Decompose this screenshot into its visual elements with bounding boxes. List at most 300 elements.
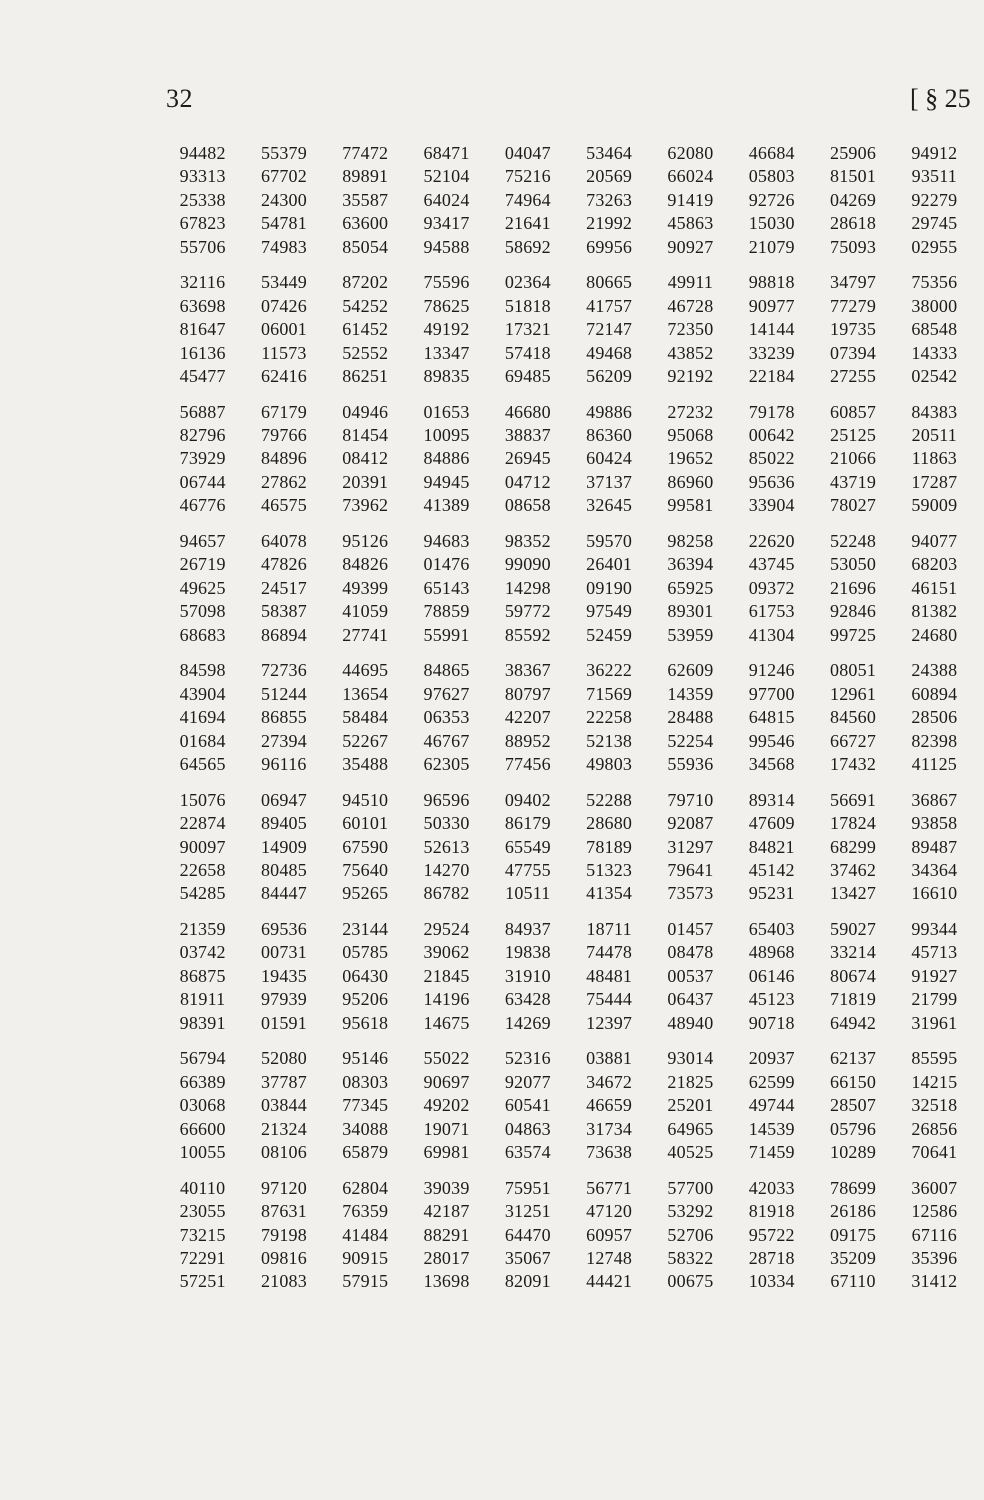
number-cell: 49202 xyxy=(423,1095,470,1116)
number-cell: 09175 xyxy=(830,1224,877,1245)
number-cell: 78027 xyxy=(830,495,877,516)
number-cell: 75596 xyxy=(423,272,470,293)
table-row xyxy=(162,1200,980,1223)
number-cell: 62609 xyxy=(667,660,714,681)
number-cell: 40525 xyxy=(667,1141,714,1162)
number-cell: 33904 xyxy=(748,495,795,516)
number-cell: 76359 xyxy=(342,1201,389,1222)
number-cell: 54252 xyxy=(342,295,389,316)
number-cell: 80485 xyxy=(260,859,307,880)
table-row xyxy=(162,706,980,729)
number-cell: 48968 xyxy=(748,942,795,963)
number-cell: 92087 xyxy=(667,813,714,834)
number-cell: 17432 xyxy=(830,753,877,774)
number-cell: 06353 xyxy=(423,707,470,728)
number-cell: 39062 xyxy=(423,942,470,963)
table-row xyxy=(162,812,980,835)
number-cell: 52267 xyxy=(342,730,389,751)
number-cell: 47826 xyxy=(260,554,307,575)
number-cell: 94482 xyxy=(179,143,226,163)
number-cell: 53449 xyxy=(260,272,307,293)
number-cell: 79766 xyxy=(260,425,307,446)
number-cell: 86875 xyxy=(179,965,226,986)
number-cell: 31412 xyxy=(911,1271,958,1292)
number-cell: 66024 xyxy=(667,166,714,187)
number-cell: 45142 xyxy=(748,859,795,880)
number-cell: 25125 xyxy=(830,425,877,446)
number-cell: 02542 xyxy=(911,365,958,386)
number-cell: 34364 xyxy=(911,859,958,880)
number-cell: 93014 xyxy=(667,1048,714,1069)
number-cell: 84560 xyxy=(830,707,877,728)
number-cell: 10334 xyxy=(748,1271,795,1292)
number-cell: 88291 xyxy=(423,1224,470,1245)
number-cell: 57098 xyxy=(179,601,226,622)
number-cell: 86782 xyxy=(423,883,470,904)
number-cell: 86855 xyxy=(260,707,307,728)
number-cell: 24517 xyxy=(260,577,307,598)
number-cell: 45713 xyxy=(911,942,958,963)
number-cell: 57915 xyxy=(342,1271,389,1292)
number-cell: 48481 xyxy=(586,965,633,986)
table-row xyxy=(162,530,980,553)
number-cell: 06430 xyxy=(342,965,389,986)
number-cell: 24680 xyxy=(911,624,958,645)
number-cell: 50330 xyxy=(423,813,470,834)
number-cell: 58692 xyxy=(504,236,551,257)
table-row xyxy=(162,365,980,388)
table-row xyxy=(162,789,980,812)
number-cell: 40110 xyxy=(179,1177,226,1198)
number-cell: 53050 xyxy=(830,554,877,575)
number-cell: 86179 xyxy=(504,813,551,834)
table-row xyxy=(162,212,980,235)
number-cell: 93417 xyxy=(423,213,470,234)
number-cell: 94683 xyxy=(423,531,470,552)
number-cell: 14333 xyxy=(911,342,958,363)
number-cell: 92846 xyxy=(830,601,877,622)
number-cell: 29745 xyxy=(911,213,958,234)
table-row xyxy=(162,1224,980,1247)
number-cell: 47609 xyxy=(748,813,795,834)
number-cell: 06146 xyxy=(748,965,795,986)
number-cell: 53959 xyxy=(667,624,714,645)
number-cell: 20937 xyxy=(748,1048,795,1069)
number-cell: 95146 xyxy=(342,1048,389,1069)
number-cell: 63698 xyxy=(179,295,226,316)
number-cell: 53292 xyxy=(667,1201,714,1222)
number-cell: 62080 xyxy=(667,143,714,163)
number-cell: 32645 xyxy=(586,495,633,516)
number-cell: 92279 xyxy=(911,189,958,210)
number-cell: 46767 xyxy=(423,730,470,751)
number-cell: 56887 xyxy=(179,401,226,422)
number-cell: 60894 xyxy=(911,683,958,704)
number-cell: 44695 xyxy=(342,660,389,681)
number-cell: 11863 xyxy=(911,448,957,469)
number-cell: 80797 xyxy=(504,683,551,704)
number-cell: 24388 xyxy=(911,660,958,681)
number-cell: 29524 xyxy=(423,919,470,940)
number-cell: 57418 xyxy=(504,342,551,363)
number-cell: 84598 xyxy=(179,660,226,681)
number-cell: 89301 xyxy=(667,601,714,622)
number-cell: 10511 xyxy=(505,883,551,904)
number-block xyxy=(162,142,980,259)
number-cell: 41389 xyxy=(423,495,470,516)
number-cell: 62137 xyxy=(830,1048,877,1069)
number-cell: 82091 xyxy=(504,1271,551,1292)
number-cell: 34672 xyxy=(586,1071,633,1092)
number-cell: 49399 xyxy=(342,577,389,598)
number-cell: 52080 xyxy=(260,1048,307,1069)
number-cell: 97700 xyxy=(748,683,795,704)
table-row xyxy=(162,730,980,753)
table-row xyxy=(162,1047,980,1070)
number-cell: 44421 xyxy=(586,1271,633,1292)
number-cell: 99344 xyxy=(911,919,958,940)
number-cell: 73638 xyxy=(586,1141,633,1162)
number-cell: 27741 xyxy=(342,624,389,645)
number-cell: 92077 xyxy=(504,1071,551,1092)
number-cell: 21845 xyxy=(423,965,470,986)
number-cell: 85592 xyxy=(504,624,551,645)
number-cell: 14675 xyxy=(423,1012,470,1033)
number-cell: 37462 xyxy=(830,859,877,880)
number-cell: 36222 xyxy=(586,660,633,681)
number-cell: 79198 xyxy=(260,1224,307,1245)
number-cell: 58322 xyxy=(667,1247,714,1268)
number-cell: 08303 xyxy=(342,1071,389,1092)
number-cell: 31251 xyxy=(504,1201,551,1222)
number-cell: 19735 xyxy=(830,319,877,340)
number-cell: 49744 xyxy=(748,1095,795,1116)
number-cell: 86894 xyxy=(260,624,307,645)
table-row xyxy=(162,553,980,576)
number-cell: 54285 xyxy=(179,883,226,904)
table-row xyxy=(162,424,980,447)
number-cell: 92726 xyxy=(748,189,795,210)
number-cell: 35396 xyxy=(911,1247,958,1268)
number-cell: 89835 xyxy=(423,365,470,386)
number-cell: 06744 xyxy=(179,471,226,492)
number-cell: 36867 xyxy=(911,789,958,810)
number-cell: 68548 xyxy=(911,319,958,340)
number-cell: 35587 xyxy=(342,189,389,210)
number-cell: 95722 xyxy=(748,1224,795,1245)
number-cell: 43745 xyxy=(748,554,795,575)
number-cell: 85595 xyxy=(911,1048,958,1069)
table-row xyxy=(162,659,980,682)
number-cell: 52706 xyxy=(667,1224,714,1245)
number-cell: 94588 xyxy=(423,236,470,257)
number-cell: 13698 xyxy=(423,1271,470,1292)
number-cell: 99725 xyxy=(830,624,877,645)
number-cell: 46728 xyxy=(667,295,714,316)
number-cell: 26856 xyxy=(911,1118,958,1139)
number-cell: 74983 xyxy=(260,236,307,257)
number-cell: 89314 xyxy=(748,789,795,810)
number-cell: 94912 xyxy=(911,143,958,163)
number-cell: 41304 xyxy=(748,624,795,645)
number-cell: 49886 xyxy=(586,401,633,422)
number-cell: 61452 xyxy=(342,319,389,340)
number-cell: 87202 xyxy=(342,272,389,293)
number-cell: 81501 xyxy=(830,166,877,187)
number-cell: 08478 xyxy=(667,942,714,963)
number-cell: 23055 xyxy=(179,1201,226,1222)
number-cell: 68683 xyxy=(179,624,226,645)
number-cell: 35067 xyxy=(504,1247,551,1268)
number-cell: 22184 xyxy=(748,365,795,386)
number-cell: 41125 xyxy=(911,753,957,774)
number-cell: 41694 xyxy=(179,707,226,728)
number-cell: 27394 xyxy=(260,730,307,751)
number-cell: 00642 xyxy=(748,425,795,446)
number-cell: 43904 xyxy=(179,683,226,704)
number-cell: 14270 xyxy=(423,859,470,880)
number-cell: 57700 xyxy=(667,1177,714,1198)
number-cell: 72147 xyxy=(586,319,633,340)
number-cell: 45477 xyxy=(179,365,226,386)
number-cell: 31297 xyxy=(667,836,714,857)
number-cell: 07394 xyxy=(830,342,877,363)
number-cell: 21799 xyxy=(911,989,958,1010)
number-cell: 41354 xyxy=(586,883,633,904)
number-cell: 51244 xyxy=(260,683,307,704)
number-cell: 90915 xyxy=(342,1247,389,1268)
table-row xyxy=(162,401,980,424)
number-cell: 28488 xyxy=(667,707,714,728)
number-cell: 59570 xyxy=(586,531,633,552)
number-cell: 95126 xyxy=(342,531,389,552)
number-cell: 28017 xyxy=(423,1247,470,1268)
number-cell: 28618 xyxy=(830,213,877,234)
number-cell: 73929 xyxy=(179,448,226,469)
table-row xyxy=(162,600,980,623)
number-cell: 35209 xyxy=(830,1247,877,1268)
section-reference: [ § 25 xyxy=(910,84,971,113)
number-cell: 89891 xyxy=(342,166,389,187)
number-cell: 92192 xyxy=(667,365,714,386)
number-cell: 55379 xyxy=(260,143,307,163)
number-cell: 00537 xyxy=(667,965,714,986)
number-cell: 73962 xyxy=(342,495,389,516)
number-cell: 68471 xyxy=(423,143,470,163)
number-cell: 71459 xyxy=(748,1141,795,1162)
table-row xyxy=(162,753,980,776)
number-cell: 33214 xyxy=(830,942,877,963)
number-cell: 45863 xyxy=(667,213,714,234)
number-cell: 65879 xyxy=(342,1141,389,1162)
number-block xyxy=(162,1047,980,1164)
number-cell: 46151 xyxy=(911,577,958,598)
number-cell: 22658 xyxy=(179,859,226,880)
number-cell: 21992 xyxy=(586,213,633,234)
number-cell: 65403 xyxy=(748,919,795,940)
number-cell: 21359 xyxy=(179,919,226,940)
number-cell: 33239 xyxy=(748,342,795,363)
number-cell: 84821 xyxy=(748,836,795,857)
number-cell: 49911 xyxy=(667,272,714,293)
number-cell: 28506 xyxy=(911,707,958,728)
table-row xyxy=(162,471,980,494)
number-cell: 67823 xyxy=(179,213,226,234)
number-cell: 73263 xyxy=(586,189,633,210)
number-cell: 52104 xyxy=(423,166,470,187)
number-cell: 96596 xyxy=(423,789,470,810)
number-cell: 51818 xyxy=(504,295,551,316)
number-cell: 11573 xyxy=(261,342,307,363)
number-cell: 97627 xyxy=(423,683,470,704)
number-cell: 32116 xyxy=(179,272,226,293)
number-cell: 28507 xyxy=(830,1095,877,1116)
table-row xyxy=(162,295,980,318)
number-cell: 21696 xyxy=(830,577,877,598)
number-cell: 69536 xyxy=(260,919,307,940)
number-block xyxy=(162,401,980,518)
number-cell: 46684 xyxy=(748,143,795,163)
number-cell: 31961 xyxy=(911,1012,958,1033)
number-cell: 52316 xyxy=(504,1048,551,1069)
number-cell: 98258 xyxy=(667,531,714,552)
number-cell: 14215 xyxy=(911,1071,958,1092)
number-cell: 81647 xyxy=(179,319,226,340)
number-block xyxy=(162,918,980,1035)
number-cell: 41484 xyxy=(342,1224,389,1245)
number-cell: 36007 xyxy=(911,1177,958,1198)
number-cell: 38367 xyxy=(504,660,551,681)
table-row xyxy=(162,494,980,517)
number-cell: 98352 xyxy=(504,531,551,552)
number-cell: 06947 xyxy=(260,789,307,810)
number-cell: 75951 xyxy=(504,1177,551,1198)
number-cell: 78625 xyxy=(423,295,470,316)
number-cell: 79178 xyxy=(748,401,795,422)
number-cell: 77345 xyxy=(342,1095,389,1116)
number-cell: 71819 xyxy=(830,989,877,1010)
number-cell: 21324 xyxy=(260,1118,307,1139)
number-cell: 23144 xyxy=(342,919,389,940)
number-cell: 99581 xyxy=(667,495,714,516)
number-cell: 69485 xyxy=(504,365,551,386)
number-cell: 81382 xyxy=(911,601,958,622)
number-cell: 14909 xyxy=(260,836,307,857)
number-cell: 15030 xyxy=(748,213,795,234)
number-cell: 13427 xyxy=(830,883,877,904)
number-cell: 69956 xyxy=(586,236,633,257)
number-cell: 65549 xyxy=(504,836,551,857)
number-cell: 75093 xyxy=(830,236,877,257)
number-cell: 25201 xyxy=(667,1095,714,1116)
table-row xyxy=(162,342,980,365)
number-cell: 10289 xyxy=(830,1141,877,1162)
number-cell: 52613 xyxy=(423,836,470,857)
number-block xyxy=(162,789,980,906)
number-cell: 74964 xyxy=(504,189,551,210)
number-cell: 67116 xyxy=(911,1224,957,1245)
number-cell: 14196 xyxy=(423,989,470,1010)
number-cell: 64565 xyxy=(179,753,226,774)
number-cell: 22258 xyxy=(586,707,633,728)
table-row xyxy=(162,1118,980,1141)
number-cell: 53464 xyxy=(586,143,633,163)
number-cell: 21079 xyxy=(748,236,795,257)
number-cell: 79710 xyxy=(667,789,714,810)
number-cell: 67110 xyxy=(830,1271,876,1292)
number-cell: 55936 xyxy=(667,753,714,774)
number-cell: 21066 xyxy=(830,448,877,469)
number-cell: 94510 xyxy=(342,789,389,810)
number-cell: 99546 xyxy=(748,730,795,751)
number-cell: 56209 xyxy=(586,365,633,386)
number-cell: 41757 xyxy=(586,295,633,316)
number-cell: 64024 xyxy=(423,189,470,210)
number-cell: 91927 xyxy=(911,965,958,986)
number-cell: 22620 xyxy=(748,531,795,552)
number-cell: 45123 xyxy=(748,989,795,1010)
number-cell: 00731 xyxy=(260,942,307,963)
number-cell: 62416 xyxy=(260,365,307,386)
table-row xyxy=(162,1012,980,1035)
number-cell: 89405 xyxy=(260,813,307,834)
number-cell: 99090 xyxy=(504,554,551,575)
number-cell: 57251 xyxy=(179,1271,226,1292)
number-cell: 14539 xyxy=(748,1118,795,1139)
number-cell: 20511 xyxy=(911,425,957,446)
number-cell: 01653 xyxy=(423,401,470,422)
table-row xyxy=(162,1270,980,1293)
number-cell: 59009 xyxy=(911,495,958,516)
number-cell: 48940 xyxy=(667,1012,714,1033)
number-cell: 12586 xyxy=(911,1201,958,1222)
number-cell: 62305 xyxy=(423,753,470,774)
number-cell: 49192 xyxy=(423,319,470,340)
number-cell: 46680 xyxy=(504,401,551,422)
number-cell: 95068 xyxy=(667,425,714,446)
number-cell: 46659 xyxy=(586,1095,633,1116)
number-cell: 12397 xyxy=(586,1012,633,1033)
number-cell: 55706 xyxy=(179,236,226,257)
number-cell: 95636 xyxy=(748,471,795,492)
number-cell: 31910 xyxy=(504,965,551,986)
number-cell: 94657 xyxy=(179,531,226,552)
number-cell: 52138 xyxy=(586,730,633,751)
number-cell: 09190 xyxy=(586,577,633,598)
number-cell: 47755 xyxy=(504,859,551,880)
number-cell: 02364 xyxy=(504,272,551,293)
number-cell: 12748 xyxy=(586,1247,633,1268)
number-cell: 93313 xyxy=(179,166,226,187)
number-cell: 49803 xyxy=(586,753,633,774)
number-cell: 84383 xyxy=(911,401,958,422)
number-cell: 14144 xyxy=(748,319,795,340)
number-cell: 86960 xyxy=(667,471,714,492)
number-cell: 56691 xyxy=(830,789,877,810)
number-cell: 26401 xyxy=(586,554,633,575)
number-cell: 13654 xyxy=(342,683,389,704)
number-cell: 28680 xyxy=(586,813,633,834)
number-cell: 27862 xyxy=(260,471,307,492)
number-cell: 26186 xyxy=(830,1201,877,1222)
number-cell: 59772 xyxy=(504,601,551,622)
number-cell: 32518 xyxy=(911,1095,958,1116)
number-cell: 12961 xyxy=(830,683,877,704)
number-cell: 97549 xyxy=(586,601,633,622)
number-cell: 91246 xyxy=(748,660,795,681)
number-cell: 77279 xyxy=(830,295,877,316)
table-row xyxy=(162,271,980,294)
